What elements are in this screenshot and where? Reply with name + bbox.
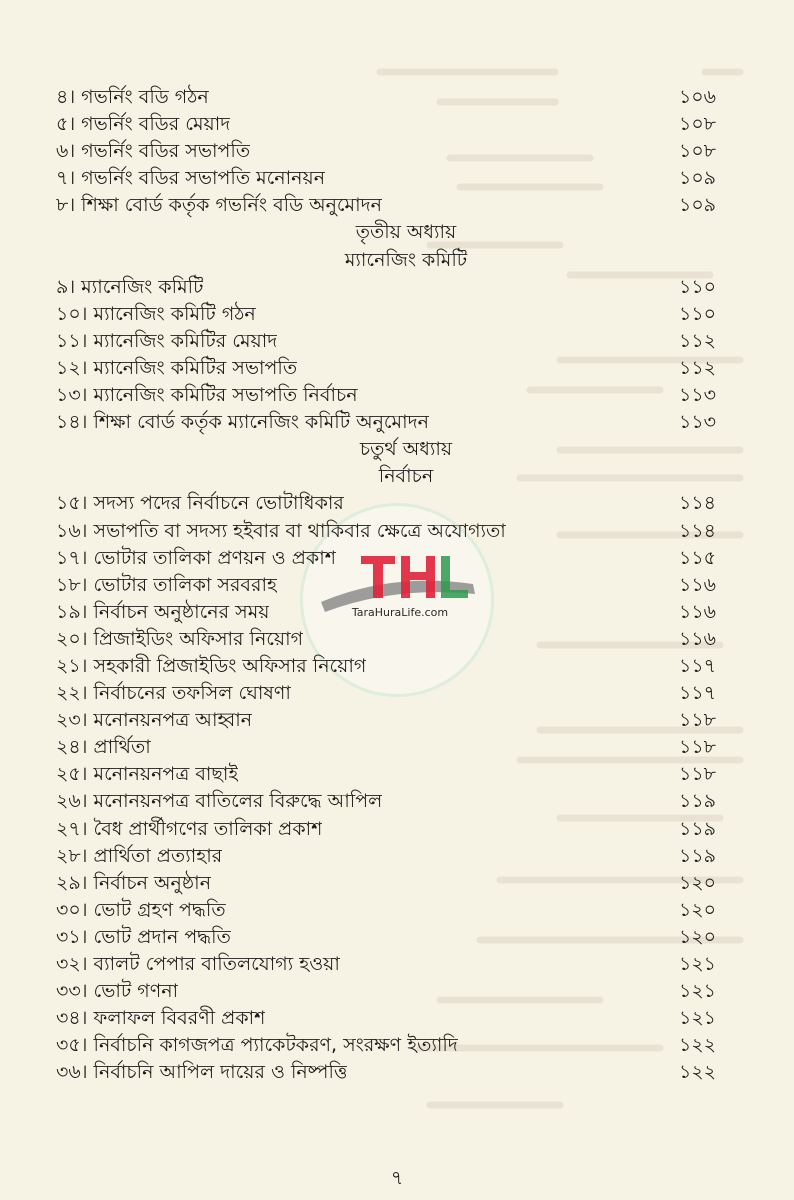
entry-page-number: ১১৯: [679, 790, 716, 813]
entry-title: ২৫। মনোনয়নপত্র বাছাই: [56, 763, 239, 786]
toc-entry: [56, 843, 716, 870]
toc-entry: [56, 84, 716, 111]
entry-title: ২১। সহকারী প্রিজাইডিং অফিসার নিয়োগ: [56, 654, 367, 677]
entry-page-number: ১২০: [678, 871, 716, 894]
toc-entry: [56, 734, 716, 761]
entry-page-number: ১১৫: [679, 546, 716, 569]
toc-entry: [56, 165, 716, 192]
entry-page-number: ১২২: [678, 1034, 716, 1057]
entry-page-number: ১২১: [678, 1007, 716, 1030]
entry-page-number: ১২২: [678, 1061, 716, 1084]
entry-title: ১৭। ভোটার তালিকা প্রণয়ন ও প্রকাশ: [56, 546, 336, 569]
toc-entry: [56, 192, 716, 219]
entry-title: ৯। ম্যানেজিং কমিটি: [56, 275, 204, 298]
entry-page-number: ১১০: [678, 302, 716, 325]
toc-entry: [56, 111, 716, 138]
entry-title: ৫। গভর্নিং বডির মেয়াদ: [56, 113, 231, 136]
toc-entry: [56, 301, 716, 328]
toc-entry: [56, 707, 716, 734]
entry-title: ১০। ম্যানেজিং কমিটি গঠন: [56, 302, 256, 325]
entry-page-number: ১০৬: [678, 86, 716, 108]
entry-page-number: ১১৩: [678, 411, 716, 434]
toc-entry: [56, 870, 716, 897]
entry-page-number: ১২০: [678, 925, 716, 948]
entry-title: ২০। প্রিজাইডিং অফিসার নিয়োগ: [56, 627, 304, 650]
entry-page-number: ১১৮: [679, 763, 716, 786]
toc-entry: [56, 572, 716, 599]
entry-title: ১৬। সভাপতি বা সদস্য হইবার বা থাকিবার ক্ষেত্রে অযোগ্যতা: [56, 519, 506, 542]
entry-page-number: ১১০: [678, 275, 716, 298]
toc-entry: [56, 924, 716, 951]
toc-entry: [56, 545, 716, 572]
entry-title: ১৪। শিক্ষা বোর্ড কর্তৃক ম্যানেজিং কমিটি অনুমোদন: [56, 411, 429, 434]
entry-page-number: ১১৯: [679, 844, 716, 867]
entry-title: ৩৫। নির্বাচনি কাগজপত্র প্যাকেটকরণ, সংরক্ষণ ইত্যাদি: [56, 1034, 458, 1057]
entry-title: ৩১। ভোট প্রদান পদ্ধতি: [56, 925, 231, 948]
entry-page-number: ১০৯: [678, 194, 716, 217]
entry-page-number: ১১৬: [678, 573, 716, 596]
toc-entry: [56, 653, 716, 680]
toc-entry: [56, 1032, 716, 1059]
toc-entry: [56, 409, 716, 436]
entry-page-number: ১২০: [678, 898, 716, 921]
entry-title: ২৮। প্রার্থিতা প্রত্যাহার: [56, 844, 223, 867]
toc-entry: [56, 978, 716, 1005]
chapter-heading: চতুর্থ অধ্যায়: [359, 438, 453, 461]
entry-page-number: ১১৮: [679, 709, 716, 732]
toc-entry: [56, 382, 716, 409]
page-number: ৭: [390, 1167, 404, 1189]
toc-entry: [56, 788, 716, 815]
toc-entry: [56, 626, 716, 653]
toc-entry: [56, 355, 716, 382]
entry-title: ৩৩। ভোট গণনা: [56, 980, 179, 1003]
entry-title: ১৩। ম্যানেজিং কমিটির সভাপতি নির্বাচন: [56, 384, 358, 407]
toc-entry: [56, 138, 716, 165]
entry-page-number: ১১৯: [679, 817, 716, 840]
toc-entry: [56, 951, 716, 978]
entry-title: ১২। ম্যানেজিং কমিটির সভাপতি: [56, 356, 298, 379]
toc-entry: [56, 274, 716, 301]
entry-title: ১১। ম্যানেজিং কমিটির মেয়াদ: [56, 329, 278, 352]
entry-page-number: ১১৪: [679, 519, 716, 542]
entry-title: ২২। নির্বাচনের তফসিল ঘোষণা: [56, 682, 291, 705]
entry-page-number: ১১৭: [678, 682, 716, 705]
entry-title: ২৯। নির্বাচন অনুষ্ঠান: [56, 871, 212, 894]
entry-page-number: ১০৯: [678, 167, 716, 190]
entry-title: ৬। গভর্নিং বডির সভাপতি: [56, 140, 251, 163]
entry-title: ১৮। ভোটার তালিকা সরবরাহ: [56, 573, 277, 596]
entry-title: ৩২। ব্যালট পেপার বাতিলযোগ্য হওয়া: [56, 953, 340, 975]
watermark-text: TaraHuraLife.com: [351, 606, 449, 619]
toc-entry: [56, 761, 716, 788]
entry-title: ১৫। সদস্য পদের নির্বাচনে ভোটাধিকার: [56, 492, 344, 515]
entry-page-number: ১১৬: [678, 600, 716, 623]
entry-page-number: ১১৬: [678, 627, 716, 650]
entry-title: ২৬। মনোনয়নপত্র বাতিলের বিরুদ্ধে আপিল: [56, 790, 383, 813]
table-of-contents: [56, 84, 716, 1086]
entry-page-number: ১২১: [678, 980, 716, 1003]
toc-entry: [56, 1059, 716, 1086]
entry-title: ৩৪। ফলাফল বিবরণী প্রকাশ: [56, 1007, 266, 1030]
entry-title: ৩৬। নির্বাচনি আপিল দায়ের ও নিষ্পত্তি: [56, 1061, 348, 1084]
toc-entry: [56, 897, 716, 924]
toc-entry: [56, 680, 716, 707]
toc-entry: [56, 490, 716, 517]
entry-page-number: ১২১: [678, 953, 716, 975]
entry-page-number: ১১৪: [679, 492, 716, 515]
chapter-heading: তৃতীয় অধ্যায়: [355, 221, 457, 244]
entry-page-number: ১১৩: [678, 384, 716, 407]
toc-entry: [56, 518, 716, 545]
entry-page-number: ১১২: [678, 356, 716, 379]
entry-page-number: ১১২: [678, 329, 716, 352]
entry-page-number: ১১৭: [678, 654, 716, 677]
toc-entry: [56, 328, 716, 355]
entry-title: ৭। গভর্নিং বডির সভাপতি মনোনয়ন: [56, 167, 326, 190]
chapter-heading: নির্বাচন: [378, 465, 434, 488]
entry-title: ৮। শিক্ষা বোর্ড কর্তৃক গভর্নিং বডি অনুমোদন: [56, 194, 382, 217]
entry-title: ৩০। ভোট গ্রহণ পদ্ধতি: [56, 898, 226, 921]
entry-title: ১৯। নির্বাচন অনুষ্ঠানের সময়: [56, 600, 270, 623]
toc-entry: [56, 599, 716, 626]
entry-page-number: ১০৮: [678, 140, 716, 163]
toc-entry: [56, 816, 716, 843]
entry-page-number: ১১৮: [679, 736, 716, 759]
entry-title: ২৪। প্রার্থিতা: [56, 736, 151, 759]
entry-title: ২৭। বৈধ প্রার্থীগণের তালিকা প্রকাশ: [56, 817, 323, 840]
chapter-heading: ম্যানেজিং কমিটি: [344, 248, 468, 271]
entry-title: ৪। গভর্নিং বডি গঠন: [56, 86, 209, 108]
entry-title: ২৩। মনোনয়নপত্র আহ্বান: [56, 709, 253, 732]
entry-page-number: ১০৮: [678, 113, 716, 136]
toc-entry: [56, 1005, 716, 1032]
